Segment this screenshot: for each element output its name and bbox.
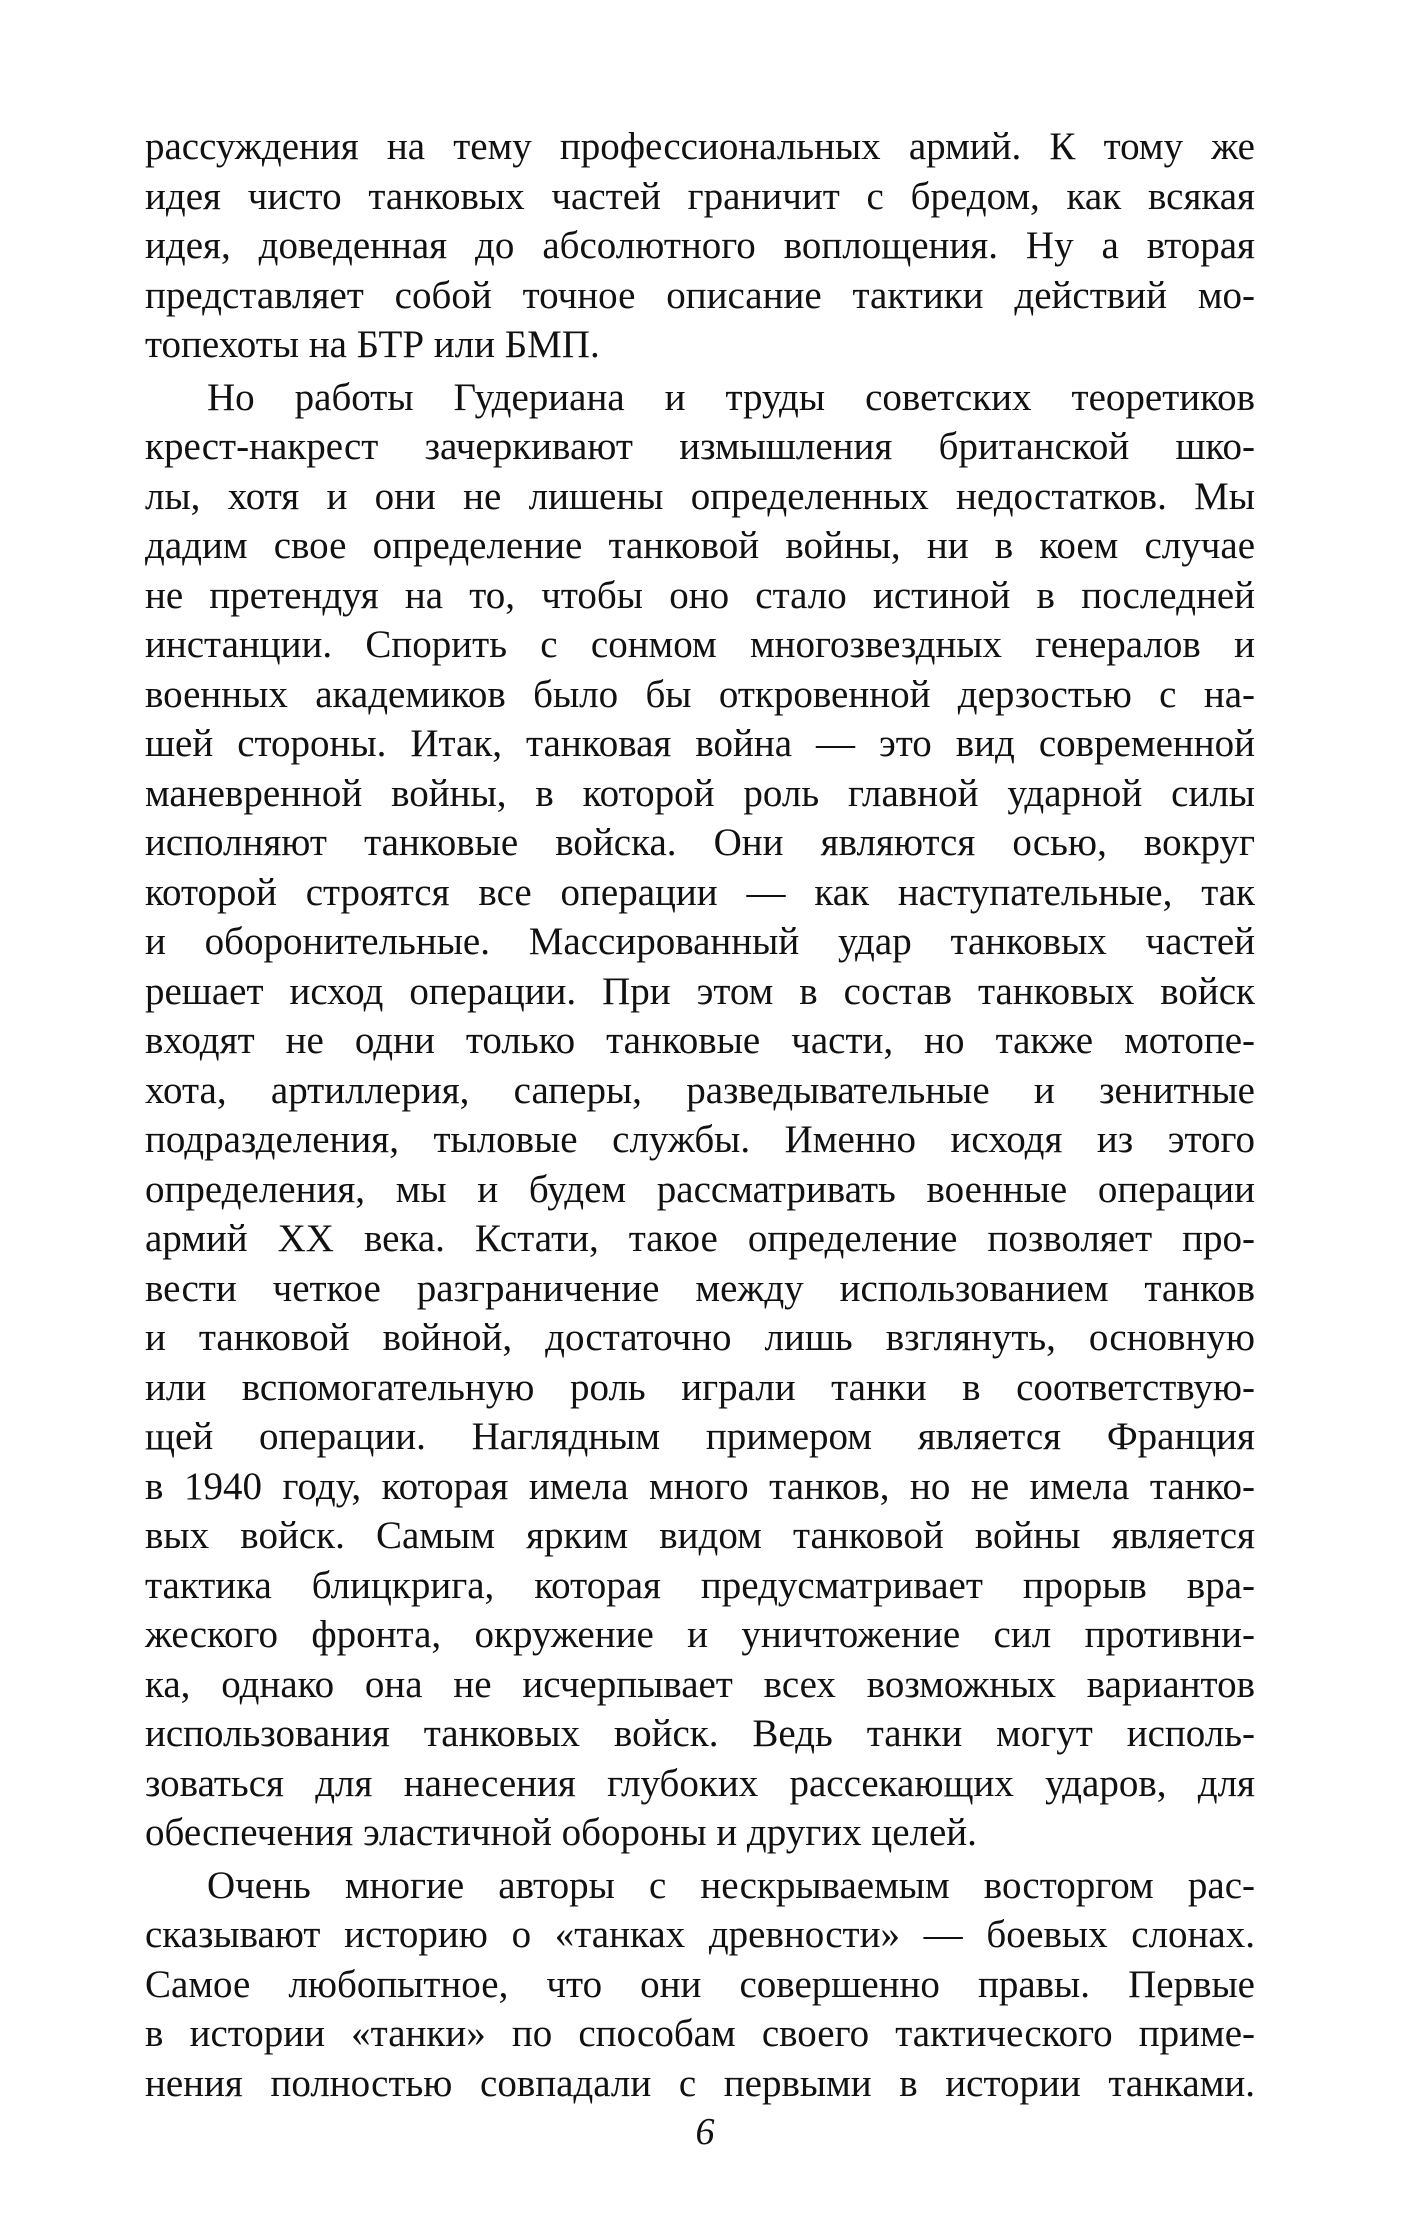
paragraph-2 xyxy=(145,373,1255,1858)
text-line: маневренной войны, в которой роль главной ударной силы xyxy=(145,771,1255,815)
text-line: щей операции. Наглядным примером является Франция xyxy=(145,1415,1255,1458)
text-line: Но работы Гудериана и труды советских теоретиков xyxy=(207,375,1255,419)
page-number: 6 xyxy=(695,2111,715,2153)
text-line: инстанции. Спорить с сонмом многозвездных генералов и xyxy=(145,623,1255,666)
text-line: которой строятся все операции — как наступательные, так xyxy=(145,870,1255,914)
text-line: лы, хотя и они не лишены определенных недостатков. Мы xyxy=(145,474,1255,518)
text-line: исполняют танковые войска. Они являются осью, вокруг xyxy=(145,821,1255,864)
text-line: и оборонительные. Массированный удар танковых частей xyxy=(145,920,1255,963)
text-line: и танковой войной, достаточно лишь взглянуть, основную xyxy=(145,1316,1255,1359)
text-line: Самое любопытное, что они совершенно правы. Первые xyxy=(145,1962,1255,2006)
text-line: входят не одни только танковые части, но также мотопе- xyxy=(145,1019,1255,1062)
text-line: зоваться для нанесения глубоких рассекающих ударов, для xyxy=(145,1761,1255,1805)
text-line: в истории «танки» по способам своего тактического приме- xyxy=(145,2012,1255,2055)
text-line: топехоты на БТР или БМП. xyxy=(145,323,600,366)
text-line: вести четкое разграничение между использованием танков xyxy=(145,1266,1255,1310)
text-line: использования танковых войск. Ведь танки могут исполь- xyxy=(145,1712,1255,1755)
text-line: идея, доведенная до абсолютного воплощения. Ну а вторая xyxy=(145,224,1255,267)
text-line: жеского фронта, окружение и уничтожение сил противни- xyxy=(145,1613,1255,1656)
text-line: идея чисто танковых частей граничит с бредом, как всякая xyxy=(145,174,1255,218)
text-line: вых войск. Самым ярким видом танковой войны является xyxy=(145,1514,1255,1557)
text-line: рассуждения на тему профессиональных армий. К тому же xyxy=(145,125,1255,168)
text-line: не претендуя на то, чтобы оно стало истиной в последней xyxy=(145,573,1255,617)
text-line: хота, артиллерия, саперы, разведывательные и зенитные xyxy=(145,1068,1255,1112)
text-line: военных академиков было бы откровенной дерзостью с на- xyxy=(145,672,1255,716)
text-line: шей стороны. Итак, танковая война — это вид современной xyxy=(145,722,1255,765)
paragraph-3 xyxy=(145,1861,1255,2109)
text-line: сказывают историю о «танках древности» — боевых слонах. xyxy=(145,1913,1255,1956)
text-line: обеспечения эластичной обороны и других целей. xyxy=(145,1811,977,1854)
text-line: или вспомогательную роль играли танки в соответствую- xyxy=(145,1365,1255,1409)
text-line: дадим свое определение танковой войны, ни в коем случае xyxy=(145,524,1255,567)
text-line: представляет собой точное описание тактики действий мо- xyxy=(145,273,1255,317)
text-line: армий XX века. Кстати, такое определение позволяет про- xyxy=(145,1217,1255,1260)
text-line: тактика блицкрига, которая предусматривает прорыв вра- xyxy=(145,1563,1255,1607)
text-line: нения полностью совпадали с первыми в истории танками. xyxy=(145,2061,1255,2105)
text-line: ка, однако она не исчерпывает всех возможных вариантов xyxy=(145,1662,1255,1706)
text-line: Очень многие авторы с нескрываемым восторгом рас- xyxy=(207,1863,1255,1907)
page-body xyxy=(145,122,1255,2109)
paragraph-1 xyxy=(145,122,1255,370)
text-line: подразделения, тыловые службы. Именно исходя из этого xyxy=(145,1118,1255,1161)
text-line: в 1940 году, которая имела много танков, но не имела танко- xyxy=(145,1464,1255,1508)
text-line: определения, мы и будем рассматривать военные операции xyxy=(145,1167,1255,1211)
text-line: решает исход операции. При этом в состав танковых войск xyxy=(145,969,1255,1013)
text-line: крест-накрест зачеркивают измышления британской шко- xyxy=(145,425,1255,468)
